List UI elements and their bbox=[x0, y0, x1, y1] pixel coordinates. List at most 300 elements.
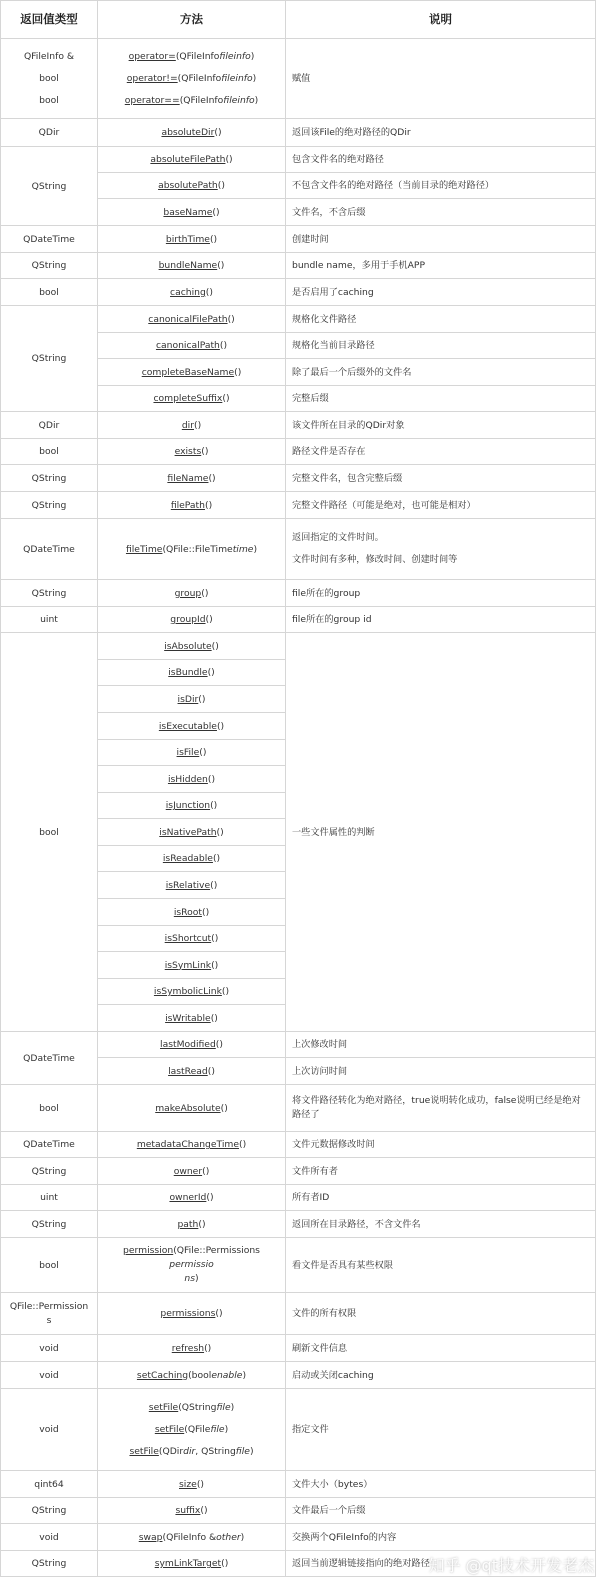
method-cell bbox=[98, 899, 286, 926]
method-cell bbox=[98, 439, 286, 465]
method-line bbox=[104, 721, 279, 732]
method-name-link[interactable]: setFile bbox=[154, 1424, 185, 1435]
table-row bbox=[1, 306, 596, 333]
table-row bbox=[1, 607, 596, 633]
return-type-cell: bool bbox=[1, 1085, 98, 1132]
method-cell bbox=[98, 1085, 286, 1132]
method-arg: time bbox=[232, 543, 254, 555]
method-text: (QFile bbox=[184, 1424, 211, 1435]
header-return-type: 返回值类型 bbox=[1, 1, 98, 39]
return-type-cell bbox=[1, 1293, 98, 1335]
method-name-link[interactable]: completeSuffix bbox=[153, 393, 223, 404]
method-line bbox=[104, 420, 279, 431]
method-text: () bbox=[212, 206, 220, 218]
method-line bbox=[104, 446, 279, 457]
method-text: () bbox=[201, 446, 209, 457]
return-type-text: QFile::Permission bbox=[9, 1300, 89, 1312]
method-line bbox=[104, 1219, 279, 1230]
table-row bbox=[1, 1362, 596, 1389]
description-cell: 返回该File的绝对路径的QDir bbox=[286, 119, 596, 147]
header-description: 说明 bbox=[286, 1, 596, 39]
method-name-link[interactable]: filePath bbox=[170, 499, 205, 511]
method-line bbox=[104, 1192, 279, 1203]
return-type-cell: QString bbox=[1, 1158, 98, 1185]
method-line bbox=[104, 287, 279, 298]
description-cell: 交换两个QFileInfo的内容 bbox=[286, 1524, 596, 1551]
method-cell bbox=[98, 952, 286, 979]
method-cell bbox=[98, 306, 286, 333]
method-cell bbox=[98, 1032, 286, 1058]
description-cell: 上次修改时间 bbox=[286, 1032, 596, 1058]
method-line bbox=[104, 1370, 279, 1381]
method-text: () bbox=[221, 1558, 229, 1569]
return-type-cell: QString bbox=[1, 147, 98, 226]
return-type-cell: QDir bbox=[1, 119, 98, 147]
method-name-link[interactable]: operator== bbox=[124, 95, 180, 106]
method-cell bbox=[98, 793, 286, 819]
method-name-link[interactable]: setCaching bbox=[136, 1369, 189, 1381]
method-line bbox=[104, 694, 279, 705]
method-text: , QString bbox=[195, 1446, 236, 1457]
method-line bbox=[104, 260, 279, 271]
method-line bbox=[104, 1139, 279, 1150]
method-name-link[interactable]: canonicalPath bbox=[155, 340, 220, 351]
method-line bbox=[104, 314, 279, 325]
method-name-link[interactable]: metadataChangeTime bbox=[136, 1139, 240, 1150]
method-cell bbox=[98, 333, 286, 359]
method-arg: file bbox=[216, 1402, 231, 1413]
method-arg: fileinfo bbox=[219, 51, 251, 62]
method-line bbox=[104, 1532, 279, 1543]
method-cell bbox=[98, 1158, 286, 1185]
method-line bbox=[104, 46, 279, 68]
method-arg: file bbox=[235, 1446, 250, 1457]
method-name-link[interactable]: setFile bbox=[129, 1446, 159, 1457]
header-method: 方法 bbox=[98, 1, 286, 39]
return-type-cell: uint bbox=[1, 607, 98, 633]
method-text: ) bbox=[242, 1369, 247, 1381]
method-line bbox=[104, 1066, 279, 1077]
method-name-link[interactable]: refresh bbox=[171, 1342, 205, 1354]
method-name-link[interactable]: group bbox=[174, 587, 202, 599]
return-type-cell: bool bbox=[1, 279, 98, 306]
method-line bbox=[104, 340, 279, 351]
method-text: () bbox=[210, 1012, 218, 1024]
method-cell bbox=[98, 1132, 286, 1158]
method-text: () bbox=[212, 853, 221, 864]
method-name-link[interactable]: permissions bbox=[160, 1308, 216, 1319]
method-cell bbox=[98, 1362, 286, 1389]
method-name-link[interactable]: swap bbox=[138, 1531, 163, 1543]
return-type-cell bbox=[1, 39, 98, 119]
method-text: () bbox=[207, 1065, 215, 1077]
method-cell bbox=[98, 279, 286, 306]
method-name-link[interactable]: isExecutable bbox=[158, 720, 217, 732]
method-cell bbox=[98, 1498, 286, 1524]
method-text: () bbox=[219, 340, 228, 351]
method-line bbox=[104, 207, 279, 218]
method-cell bbox=[98, 465, 286, 492]
description-cell: 该文件所在目录的QDir对象 bbox=[286, 412, 596, 439]
table-row bbox=[1, 119, 596, 147]
method-name-link[interactable]: completeBaseName bbox=[141, 366, 235, 378]
method-line bbox=[104, 774, 279, 785]
method-cell bbox=[98, 39, 286, 119]
method-name-link[interactable]: fileTime bbox=[125, 543, 163, 555]
table-row bbox=[1, 39, 596, 119]
method-cell bbox=[98, 607, 286, 633]
method-text: () bbox=[211, 640, 219, 652]
method-text: (QDir bbox=[158, 1446, 184, 1457]
method-name-link[interactable]: isReadable bbox=[162, 853, 213, 864]
method-name-link[interactable]: suffix bbox=[175, 1505, 201, 1516]
description-cell: 不包含文件名的绝对路径（当前目录的绝对路径） bbox=[286, 173, 596, 199]
method-line bbox=[104, 1441, 279, 1463]
method-cell bbox=[98, 846, 286, 872]
description-cell: 看文件是否具有某些权限 bbox=[286, 1238, 596, 1293]
method-cell bbox=[98, 633, 286, 660]
method-text: () bbox=[206, 1192, 214, 1203]
method-text: () bbox=[217, 260, 225, 271]
method-text: ) bbox=[253, 543, 258, 555]
table-row bbox=[1, 226, 596, 253]
method-name-link[interactable]: setFile bbox=[148, 1402, 179, 1413]
description-cell: 返回所在目录路径，不含文件名 bbox=[286, 1211, 596, 1238]
return-type-cell: uint bbox=[1, 1185, 98, 1211]
table-row bbox=[1, 1389, 596, 1471]
method-line bbox=[104, 641, 279, 652]
description-cell: 赋值 bbox=[286, 39, 596, 119]
description-cell: 规格化文件路径 bbox=[286, 306, 596, 333]
method-text: () bbox=[204, 1342, 212, 1354]
method-line bbox=[104, 1244, 279, 1272]
method-cell bbox=[98, 1524, 286, 1551]
method-arg: fileinfo bbox=[223, 95, 255, 106]
method-cell bbox=[98, 713, 286, 740]
method-line bbox=[104, 1103, 279, 1114]
method-line bbox=[104, 234, 279, 245]
return-type-text: bool bbox=[39, 95, 59, 106]
method-line bbox=[104, 960, 279, 971]
method-name-link[interactable]: isShortcut bbox=[164, 933, 212, 944]
method-cell bbox=[98, 519, 286, 580]
method-name-link[interactable]: operator!= bbox=[126, 73, 178, 84]
table-row bbox=[1, 1471, 596, 1498]
method-name-link[interactable]: exists bbox=[174, 446, 202, 457]
method-name-link[interactable]: symLinkTarget bbox=[154, 1558, 222, 1569]
description-cell: 所有者ID bbox=[286, 1185, 596, 1211]
method-text: () bbox=[205, 614, 213, 625]
method-line bbox=[104, 1039, 279, 1050]
method-cell bbox=[98, 119, 286, 147]
method-name-link[interactable]: path bbox=[177, 1218, 199, 1230]
method-text: (QFileInfo bbox=[179, 95, 224, 106]
method-line bbox=[104, 180, 279, 191]
return-type-cell: QString bbox=[1, 465, 98, 492]
description-cell: 文件最后一个后缀 bbox=[286, 1498, 596, 1524]
method-text: () bbox=[211, 933, 219, 944]
table-row bbox=[1, 492, 596, 519]
method-line bbox=[104, 1505, 279, 1516]
method-name-link[interactable]: dir bbox=[181, 419, 194, 431]
method-name-link[interactable]: isSymbolicLink bbox=[153, 986, 222, 997]
description-cell: 创建时间 bbox=[286, 226, 596, 253]
method-name-link[interactable]: isAbsolute bbox=[164, 640, 212, 652]
method-cell bbox=[98, 173, 286, 199]
method-name-link[interactable]: isRoot bbox=[173, 906, 202, 918]
table-row bbox=[1, 147, 596, 173]
method-cell bbox=[98, 253, 286, 279]
return-type-cell: void bbox=[1, 1389, 98, 1471]
return-type-cell: void bbox=[1, 1362, 98, 1389]
method-name-link[interactable]: absoluteDir bbox=[161, 127, 215, 138]
method-line bbox=[104, 393, 279, 404]
method-name-link[interactable]: bundleName bbox=[158, 260, 218, 271]
description-cell: 规格化当前目录路径 bbox=[286, 333, 596, 359]
return-type-cell: QString bbox=[1, 306, 98, 412]
method-text: () bbox=[227, 313, 235, 325]
method-line bbox=[104, 68, 279, 90]
method-text: ) bbox=[252, 73, 257, 84]
method-cell bbox=[98, 1551, 286, 1577]
return-type-cell: QString bbox=[1, 580, 98, 607]
method-name-link[interactable]: baseName bbox=[163, 206, 213, 218]
method-name-link[interactable]: size bbox=[179, 1478, 197, 1490]
method-text: () bbox=[201, 906, 210, 918]
method-text: (bool bbox=[188, 1369, 212, 1381]
description-cell: file所在的group bbox=[286, 580, 596, 607]
method-cell bbox=[98, 199, 286, 226]
method-line bbox=[104, 367, 279, 378]
return-type-cell: QDateTime bbox=[1, 1032, 98, 1085]
method-text: () bbox=[216, 720, 225, 732]
method-cell bbox=[98, 1389, 286, 1471]
table-row bbox=[1, 439, 596, 465]
description-cell: 启动或关闭caching bbox=[286, 1362, 596, 1389]
method-line bbox=[104, 853, 279, 864]
method-text: ) bbox=[195, 1273, 199, 1284]
method-cell bbox=[98, 359, 286, 386]
method-line bbox=[104, 1272, 279, 1286]
method-text: () bbox=[200, 1505, 208, 1516]
method-text: (QString bbox=[178, 1402, 217, 1413]
method-line bbox=[104, 127, 279, 138]
method-cell bbox=[98, 660, 286, 686]
method-text: () bbox=[210, 879, 218, 891]
method-text: (QFileInfo & bbox=[162, 1531, 217, 1543]
description-cell: 完整后缀 bbox=[286, 386, 596, 412]
method-arg: file bbox=[210, 1424, 225, 1435]
method-line bbox=[104, 544, 279, 555]
return-type-text: s bbox=[46, 1314, 52, 1326]
return-type-cell: QString bbox=[1, 1551, 98, 1577]
method-text: (QFileInfo bbox=[175, 51, 220, 62]
table-row bbox=[1, 1211, 596, 1238]
method-name-link[interactable]: isFile bbox=[176, 747, 200, 758]
table-row bbox=[1, 1158, 596, 1185]
method-text: ) bbox=[224, 1424, 229, 1435]
method-cell bbox=[98, 1335, 286, 1362]
table-row bbox=[1, 519, 596, 580]
method-text: ) bbox=[230, 1402, 235, 1413]
return-type-cell: QString bbox=[1, 492, 98, 519]
method-cell bbox=[98, 1293, 286, 1335]
return-type-cell: void bbox=[1, 1335, 98, 1362]
description-cell: 完整文件路径（可能是绝对，也可能是相对） bbox=[286, 492, 596, 519]
method-name-link[interactable]: ownerId bbox=[169, 1192, 207, 1203]
method-text: () bbox=[207, 773, 216, 785]
table-row bbox=[1, 1132, 596, 1158]
return-type-cell: QDateTime bbox=[1, 1132, 98, 1158]
method-name-link[interactable]: owner bbox=[173, 1165, 203, 1177]
method-text: () bbox=[215, 1308, 223, 1319]
table-row bbox=[1, 1498, 596, 1524]
method-line bbox=[104, 933, 279, 944]
method-name-link[interactable]: birthTime bbox=[165, 233, 210, 245]
method-text: () bbox=[217, 180, 225, 191]
return-type-cell: bool bbox=[1, 439, 98, 465]
method-cell bbox=[98, 412, 286, 439]
method-arg: dir bbox=[183, 1446, 196, 1457]
return-type-cell: QDateTime bbox=[1, 226, 98, 253]
method-line bbox=[104, 154, 279, 165]
method-line bbox=[104, 1166, 279, 1177]
method-text: () bbox=[214, 127, 222, 138]
method-text: () bbox=[225, 154, 233, 165]
method-name-link[interactable]: makeAbsolute bbox=[155, 1102, 221, 1114]
method-name-link[interactable]: isBundle bbox=[168, 667, 208, 678]
description-cell: 完整文件名，包含完整后缀 bbox=[286, 465, 596, 492]
method-text: () bbox=[202, 1165, 210, 1177]
method-text: (QFile::Permissions bbox=[173, 1245, 260, 1256]
description-cell: 文件的所有权限 bbox=[286, 1293, 596, 1335]
method-text: () bbox=[222, 393, 230, 404]
method-line bbox=[104, 1397, 279, 1419]
method-name-link[interactable]: absoluteFilePath bbox=[150, 154, 226, 165]
table-row bbox=[1, 1335, 596, 1362]
method-name-link[interactable]: isSymLink bbox=[164, 959, 212, 971]
method-name-link[interactable]: absolutePath bbox=[158, 180, 218, 191]
method-cell bbox=[98, 740, 286, 766]
return-type-cell: QString bbox=[1, 253, 98, 279]
description-cell: 上次访问时间 bbox=[286, 1058, 596, 1085]
method-name-link[interactable]: caching bbox=[170, 286, 206, 298]
table-row bbox=[1, 1032, 596, 1058]
method-line bbox=[104, 1558, 279, 1569]
table-row bbox=[1, 1085, 596, 1132]
header-row bbox=[1, 1, 596, 39]
description-cell: 除了最后一个后缀外的文件名 bbox=[286, 359, 596, 386]
method-cell bbox=[98, 580, 286, 607]
method-line bbox=[104, 90, 279, 112]
method-arg: other bbox=[216, 1531, 241, 1543]
method-name-link[interactable]: lastRead bbox=[168, 1065, 208, 1077]
method-name-link[interactable]: isHidden bbox=[167, 773, 208, 785]
method-text: () bbox=[210, 800, 218, 811]
description-text: 返回指定的文件时间。 bbox=[292, 532, 384, 543]
method-text: () bbox=[199, 747, 207, 758]
description-cell: 路径文件是否存在 bbox=[286, 439, 596, 465]
method-cell bbox=[98, 926, 286, 952]
return-type-cell: QDateTime bbox=[1, 519, 98, 580]
method-line bbox=[104, 880, 279, 891]
method-name-link[interactable]: isRelative bbox=[165, 879, 211, 891]
table-row bbox=[1, 633, 596, 660]
method-name-link[interactable]: operator= bbox=[128, 51, 176, 62]
method-name-link[interactable]: groupId bbox=[170, 614, 206, 625]
table-row bbox=[1, 279, 596, 306]
method-cell bbox=[98, 686, 286, 713]
method-line bbox=[104, 473, 279, 484]
method-text: () bbox=[205, 499, 213, 511]
description-cell: 文件元数据修改时间 bbox=[286, 1132, 596, 1158]
table-row bbox=[1, 1524, 596, 1551]
method-line bbox=[104, 986, 279, 997]
return-type-cell: void bbox=[1, 1524, 98, 1551]
return-type-cell: QString bbox=[1, 1498, 98, 1524]
description-text: 文件时间有多种，修改时间、创建时间等 bbox=[292, 554, 458, 565]
method-cell bbox=[98, 1471, 286, 1498]
method-name-link[interactable]: fileName bbox=[167, 472, 209, 484]
method-line bbox=[104, 614, 279, 625]
watermark: 知乎 @qt技术开发老杰 bbox=[428, 1556, 594, 1575]
method-name-link[interactable]: canonicalFilePath bbox=[148, 313, 228, 325]
method-text: () bbox=[194, 419, 202, 431]
method-line bbox=[104, 1419, 279, 1441]
description-cell: bundle name，多用于手机APP bbox=[286, 253, 596, 279]
return-type-cell: bool bbox=[1, 1238, 98, 1293]
method-text: () bbox=[205, 286, 213, 298]
table-row bbox=[1, 1293, 596, 1335]
method-text: () bbox=[198, 693, 206, 705]
return-type-cell: bool bbox=[1, 633, 98, 1032]
table-row bbox=[1, 1238, 596, 1293]
method-name-link[interactable]: isNativePath bbox=[159, 826, 217, 838]
method-text: () bbox=[207, 667, 215, 678]
method-name-link[interactable]: isWritable bbox=[165, 1012, 211, 1024]
method-text: () bbox=[216, 826, 224, 838]
return-type-text: QFileInfo & bbox=[23, 51, 75, 62]
method-line bbox=[104, 588, 279, 599]
method-name-link[interactable]: isDir bbox=[177, 693, 199, 705]
method-line bbox=[104, 800, 279, 811]
table-row bbox=[1, 412, 596, 439]
method-text: () bbox=[196, 1478, 204, 1490]
method-text: () bbox=[221, 986, 230, 997]
method-name-link[interactable]: permission bbox=[123, 1245, 174, 1256]
description-cell: 一些文件属性的判断 bbox=[286, 633, 596, 1032]
description-cell: 文件名，不含后缀 bbox=[286, 199, 596, 226]
method-text: ) bbox=[250, 51, 255, 62]
method-text: () bbox=[209, 233, 218, 245]
method-text: () bbox=[201, 587, 209, 599]
table-row bbox=[1, 465, 596, 492]
method-line bbox=[104, 907, 279, 918]
method-name-link[interactable]: isJunction bbox=[165, 800, 211, 811]
description-cell: 刷新文件信息 bbox=[286, 1335, 596, 1362]
description-cell: 文件大小（bytes） bbox=[286, 1471, 596, 1498]
description-cell bbox=[286, 519, 596, 580]
method-name-link[interactable]: lastModified bbox=[160, 1039, 216, 1050]
method-cell bbox=[98, 979, 286, 1005]
method-cell bbox=[98, 1005, 286, 1032]
method-cell bbox=[98, 872, 286, 899]
return-type-cell: QDir bbox=[1, 412, 98, 439]
method-arg: enable bbox=[211, 1369, 243, 1381]
method-cell bbox=[98, 1238, 286, 1293]
method-text: ) bbox=[240, 1531, 245, 1543]
method-cell bbox=[98, 1185, 286, 1211]
